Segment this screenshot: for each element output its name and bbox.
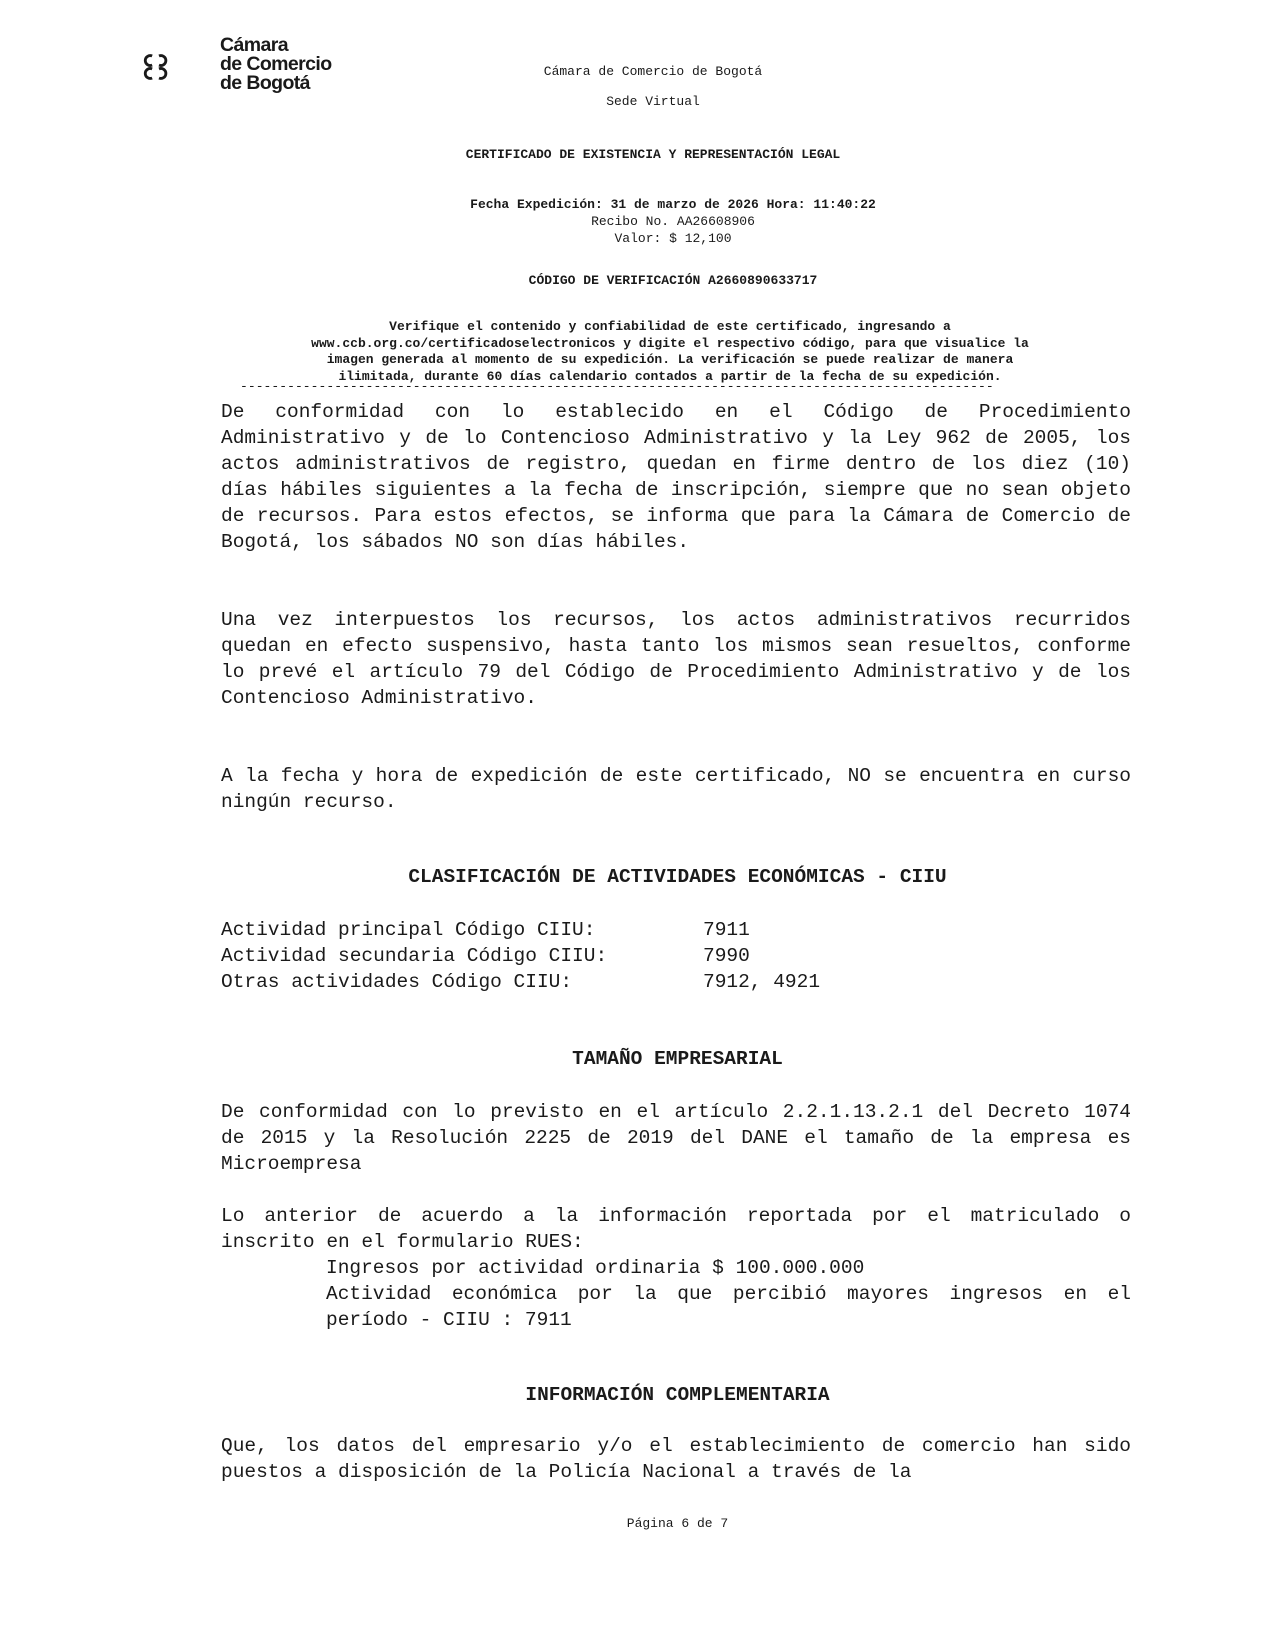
verify-line-3: imagen generada al momento de su expedición. La verificación se puede realizar de manera bbox=[326, 352, 1014, 367]
ciiu-row-value: 7912, 4921 bbox=[703, 971, 821, 993]
verification-notice bbox=[230, 319, 1110, 385]
receipt-number: Recibo No. AA26608906 bbox=[591, 214, 755, 229]
paragraph-text: Una vez interpuestos los recursos, los actos administrativos recurridos quedan en efecto suspensivo, hasta tanto los mismos sean resueltos, conforme lo prevé el artículo 79 del Código de Procedimiento Administrativo y de los Contencioso Administrativo. bbox=[221, 609, 1131, 709]
legal-paragraph-2 bbox=[221, 607, 1131, 711]
ciiu-row-value: 7911 bbox=[703, 919, 750, 941]
ciiu-row-label: Otras actividades Código CIIU: bbox=[221, 971, 573, 993]
page-number: Página 6 de 7 bbox=[626, 1516, 729, 1531]
complementary-paragraph bbox=[221, 1433, 1131, 1485]
office-name: Sede Virtual bbox=[606, 94, 700, 109]
logo-line-3: de Bogotá bbox=[220, 72, 310, 94]
main-activity-line: Actividad económica por la que percibió mayores ingresos en el período - CIIU : 7911 bbox=[326, 1283, 1131, 1331]
ciiu-row-label: Actividad secundaria Código CIIU: bbox=[221, 945, 608, 967]
paragraph-text: Que, los datos del empresario y/o el establecimiento de comercio han sido puestos a disposición de la Policía Nacional a través de la bbox=[221, 1435, 1131, 1483]
legal-paragraph-1 bbox=[221, 399, 1131, 555]
ciiu-row-label: Actividad principal Código CIIU: bbox=[221, 919, 596, 941]
paragraph-text: A la fecha y hora de expedición de este certificado, NO se encuentra en curso ningún recurso. bbox=[221, 765, 1131, 813]
verify-line-4: ilimitada, durante 60 días calendario contados a partir de la fecha de su expedición. bbox=[338, 368, 1002, 384]
complementary-info-title: INFORMACIÓN COMPLEMENTARIA bbox=[525, 1384, 830, 1406]
certificate-value: Valor: $ 12,100 bbox=[614, 231, 732, 246]
dashed-divider: ------------------------------------------------------------------------------------------------ bbox=[240, 379, 994, 394]
ciiu-section-title: CLASIFICACIÓN DE ACTIVIDADES ECONÓMICAS - CIIU bbox=[408, 866, 947, 888]
paragraph-text: De conformidad con lo previsto en el artículo 2.2.1.13.2.1 del Decreto 1074 de 2015 y la Resolución 2225 de 2019 del DANE el tamaño de la empresa es Microempresa bbox=[221, 1101, 1131, 1175]
company-size-title: TAMAÑO EMPRESARIAL bbox=[572, 1048, 783, 1070]
logo-line-2: de Comercio bbox=[220, 53, 332, 75]
legal-paragraph-3 bbox=[221, 763, 1131, 815]
income-line: Ingresos por actividad ordinaria $ 100.000.000 bbox=[326, 1257, 865, 1279]
rues-paragraph bbox=[221, 1203, 1131, 1255]
paragraph-text: Lo anterior de acuerdo a la información reportada por el matriculado o inscrito en el formulario RUES: bbox=[221, 1205, 1131, 1253]
chamber-name: Cámara de Comercio de Bogotá bbox=[543, 64, 763, 79]
logo-line-1: Cámara bbox=[220, 34, 288, 56]
verify-line-2: www.ccb.org.co/certificadoselectronicos y digite el respectivo código, para que visualice la bbox=[311, 335, 1029, 351]
verify-line-1: Verifique el contenido y confiabilidad de este certificado, ingresando a bbox=[389, 319, 951, 334]
company-size-paragraph bbox=[221, 1099, 1131, 1177]
verification-code: CÓDIGO DE VERIFICACIÓN A2660890633717 bbox=[528, 273, 818, 288]
issue-date: Fecha Expedición: 31 de marzo de 2026 Hora: 11:40:22 bbox=[470, 197, 876, 212]
paragraph-text: De conformidad con lo establecido en el Código de Procedimiento Administrativo y de lo Contencioso Administrativo y la Ley 962 de 2005, los actos administrativos de registro, quedan en firme dentro de los diez (10) días hábiles siguientes a la fecha de inscripción, siempre que no sean objeto de recursos. Para estos efectos, se informa que para la Cámara de Comercio de Bogotá, los sábados NO son días hábiles. bbox=[221, 401, 1131, 553]
certificate-title: CERTIFICADO DE EXISTENCIA Y REPRESENTACIÓN LEGAL bbox=[465, 147, 841, 162]
ciiu-row-value: 7990 bbox=[703, 945, 750, 967]
